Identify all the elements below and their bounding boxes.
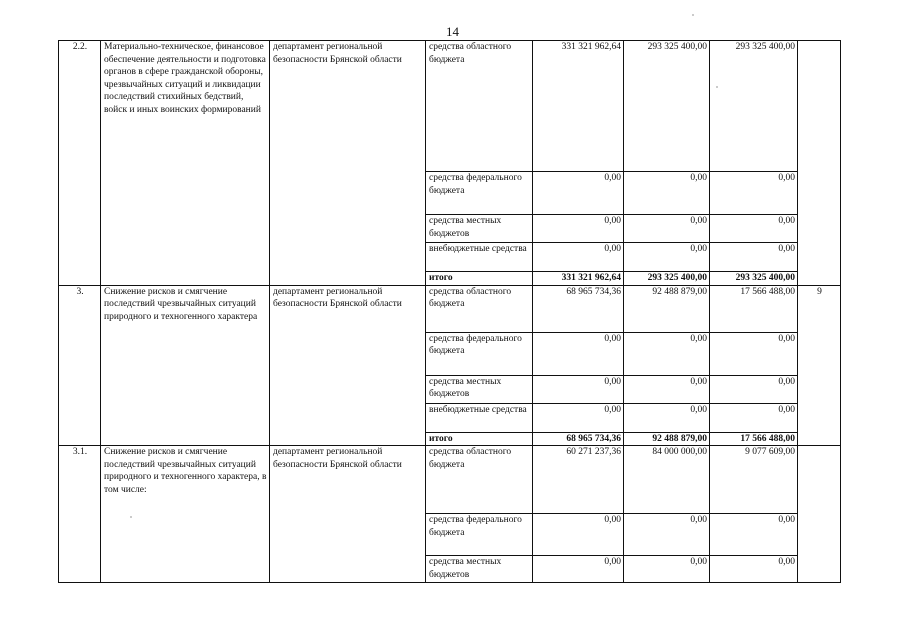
item-name: Материально-техническое, финансовое обеспечение деятельности и подготовка органов в сфере гражданской обороны, чрезвычайных ситуаций и ликвидации последствий стихийных бедствий, войск и иных воинских формирований (101, 41, 270, 286)
page-number: 14 (446, 24, 459, 39)
funding-table (58, 40, 841, 583)
funding-source: внебюджетные средства (426, 243, 533, 272)
total-year-1: 68 965 734,36 (533, 432, 624, 446)
funding-source: средства федерального бюджета (426, 514, 533, 556)
amount-year-1: 0,00 (533, 332, 624, 375)
indicator-ref: 9 (798, 285, 841, 446)
amount-year-2: 0,00 (624, 403, 710, 432)
amount-year-1: 0,00 (533, 172, 624, 215)
indicator-ref (798, 41, 841, 286)
total-year-3: 17 566 488,00 (710, 432, 798, 446)
scan-speck (130, 516, 132, 518)
funding-source-total: итого (426, 272, 533, 286)
amount-year-3: 0,00 (710, 172, 798, 215)
amount-year-3: 0,00 (710, 514, 798, 556)
total-year-2: 92 488 879,00 (624, 432, 710, 446)
amount-year-1: 0,00 (533, 514, 624, 556)
amount-year-1: 0,00 (533, 243, 624, 272)
funding-source: средства местных бюджетов (426, 556, 533, 583)
funding-source: средства федерального бюджета (426, 332, 533, 375)
amount-year-3: 0,00 (710, 556, 798, 583)
amount-year-1: 0,00 (533, 556, 624, 583)
amount-year-2: 0,00 (624, 375, 710, 403)
amount-year-2: 92 488 879,00 (624, 285, 710, 332)
funding-source-total: итого (426, 432, 533, 446)
total-year-3: 293 325 400,00 (710, 272, 798, 286)
funding-source: средства местных бюджетов (426, 375, 533, 403)
table-row (59, 41, 841, 172)
amount-year-1: 331 321 962,64 (533, 41, 624, 172)
amount-year-3: 9 077 609,00 (710, 446, 798, 514)
amount-year-2: 0,00 (624, 332, 710, 375)
table-row (59, 446, 841, 514)
item-name: Снижение рисков и смягчение последствий чрезвычайных ситуаций природного и техногенного характера (101, 285, 270, 446)
funding-source: средства областного бюджета (426, 446, 533, 514)
funding-source: средства федерального бюджета (426, 172, 533, 215)
amount-year-2: 84 000 000,00 (624, 446, 710, 514)
total-year-2: 293 325 400,00 (624, 272, 710, 286)
amount-year-3: 293 325 400,00 (710, 41, 798, 172)
funding-source: внебюджетные средства (426, 403, 533, 432)
scan-speck (692, 14, 694, 16)
funding-source: средства областного бюджета (426, 285, 533, 332)
amount-year-2: 293 325 400,00 (624, 41, 710, 172)
item-number: 3. (59, 285, 101, 446)
amount-year-2: 0,00 (624, 514, 710, 556)
scan-speck (716, 86, 718, 88)
total-year-1: 331 321 962,64 (533, 272, 624, 286)
item-executor: департамент региональной безопасности Брянской области (270, 285, 426, 446)
amount-year-1: 68 965 734,36 (533, 285, 624, 332)
item-name: Снижение рисков и смягчение последствий чрезвычайных ситуаций природного и техногенного характера, в том числе: (101, 446, 270, 583)
indicator-ref (798, 446, 841, 583)
amount-year-3: 0,00 (710, 215, 798, 243)
funding-source: средства областного бюджета (426, 41, 533, 172)
amount-year-2: 0,00 (624, 243, 710, 272)
amount-year-1: 0,00 (533, 215, 624, 243)
amount-year-3: 17 566 488,00 (710, 285, 798, 332)
amount-year-3: 0,00 (710, 332, 798, 375)
table-row (59, 285, 841, 332)
amount-year-1: 60 271 237,36 (533, 446, 624, 514)
amount-year-2: 0,00 (624, 556, 710, 583)
item-number: 3.1. (59, 446, 101, 583)
amount-year-3: 0,00 (710, 243, 798, 272)
amount-year-3: 0,00 (710, 375, 798, 403)
item-executor: департамент региональной безопасности Брянской области (270, 446, 426, 583)
amount-year-1: 0,00 (533, 375, 624, 403)
amount-year-2: 0,00 (624, 172, 710, 215)
amount-year-2: 0,00 (624, 215, 710, 243)
item-number: 2.2. (59, 41, 101, 286)
item-executor: департамент региональной безопасности Брянской области (270, 41, 426, 286)
amount-year-3: 0,00 (710, 403, 798, 432)
funding-source: средства местных бюджетов (426, 215, 533, 243)
amount-year-1: 0,00 (533, 403, 624, 432)
